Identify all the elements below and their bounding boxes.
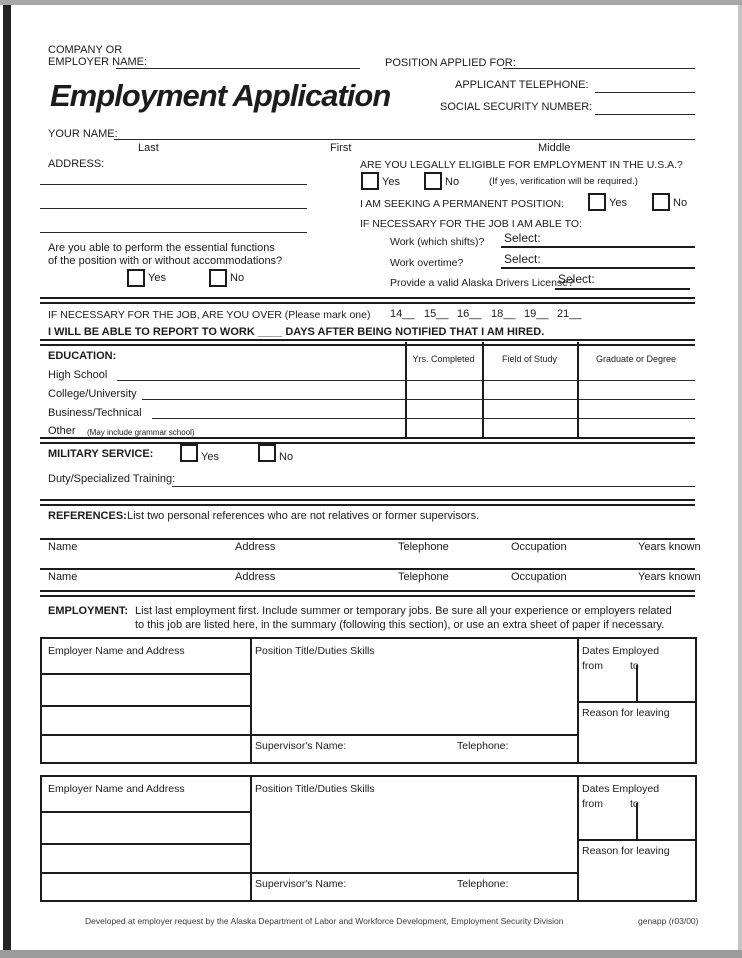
eligible-note: (If yes, verification will be required.): [489, 176, 638, 187]
essential-question-line1: Are you able to perform the essential functions: [48, 242, 275, 254]
education-technical-field[interactable]: [152, 418, 405, 419]
permanent-no-label: No: [673, 197, 688, 209]
education-col-degree: Graduate or Degree: [595, 354, 677, 364]
dates-divider-line: [636, 665, 638, 701]
your-name-field[interactable]: [114, 139, 695, 140]
employment-description-line1: List last employment first. Include summer or temporary jobs. Be sure all your experience or employers related: [135, 605, 672, 617]
military-yes-label: Yes: [201, 451, 219, 463]
essential-yes-label: Yes: [148, 272, 166, 284]
military-no-checkbox[interactable]: [258, 444, 276, 462]
education-label: EDUCATION:: [48, 350, 117, 362]
dates-employed-label: Dates Employed: [582, 645, 660, 657]
address-field-3[interactable]: [40, 232, 307, 233]
dates-from-label: from: [582, 798, 603, 810]
your-name-label: YOUR NAME:: [48, 128, 118, 140]
able-to-label: IF NECESSARY FOR THE JOB I AM ABLE TO:: [360, 218, 582, 230]
duty-training-field[interactable]: [172, 486, 695, 487]
position-title-label: Position Title/Duties Skills: [255, 645, 375, 657]
supervisor-label: Supervisor's Name:: [255, 878, 347, 890]
permanent-yes-label: Yes: [609, 197, 627, 209]
supervisor-label: Supervisor's Name:: [255, 740, 347, 752]
reference2-col-occupation: Occupation: [511, 571, 567, 583]
scan-edge-top: [0, 0, 742, 5]
dates-to-label: to: [630, 798, 639, 810]
reference2-col-years: Years known: [638, 571, 701, 583]
employment-grid-line: [250, 734, 577, 736]
position-title-label: Position Title/Duties Skills: [255, 783, 375, 795]
position-applied-label: POSITION APPLIED FOR:: [385, 57, 516, 69]
scan-edge-bottom: [0, 950, 742, 958]
education-highschool-field[interactable]: [117, 380, 405, 381]
address-label: ADDRESS:: [48, 158, 105, 170]
education-col-yrs: Yrs. Completed: [412, 354, 475, 364]
shifts-select-label: Select:: [504, 231, 541, 245]
employer-address-field-1[interactable]: [42, 811, 250, 813]
ssn-label: SOCIAL SECURITY NUMBER:: [440, 101, 593, 113]
references-description: List two personal references who are not relatives or former supervisors.: [127, 510, 480, 522]
section-divider: [40, 297, 695, 304]
footer-credit: Developed at employer request by the Alaska Department of Labor and Workforce Development, Employment Security Division: [85, 916, 564, 926]
education-grid-line: [405, 418, 695, 419]
position-applied-field[interactable]: [503, 68, 695, 69]
reference1-col-name: Name: [48, 541, 78, 553]
section-divider: [40, 499, 695, 506]
dates-from-label: from: [582, 660, 603, 672]
education-row-college: College/University: [48, 388, 137, 400]
page-title: Employment Application: [50, 78, 391, 113]
reference1-col-address: Address: [235, 541, 276, 553]
age-question: IF NECESSARY FOR THE JOB, ARE YOU OVER (Please mark one): [48, 309, 371, 321]
reason-for-leaving-label: Reason for leaving: [582, 845, 670, 857]
employer-address-field-2[interactable]: [42, 705, 250, 707]
overtime-select-field[interactable]: [501, 267, 695, 269]
essential-no-label: No: [230, 272, 245, 284]
education-grid-line: [577, 342, 579, 437]
references-label: REFERENCES:: [48, 510, 127, 522]
employer-name-label: Employer Name and Address: [48, 645, 185, 657]
education-row-highschool: High School: [48, 369, 108, 381]
scan-edge-right: [738, 5, 742, 958]
employer-name-label: Employer Name and Address: [48, 783, 185, 795]
address-field-1[interactable]: [40, 184, 307, 185]
employer-address-field-3[interactable]: [42, 872, 250, 874]
company-name-field[interactable]: [116, 68, 360, 69]
dates-divider-line: [636, 803, 638, 839]
eligible-no-label: No: [445, 176, 460, 188]
education-row-technical: Business/Technical: [48, 407, 142, 419]
name-part-first: First: [330, 142, 352, 154]
age-option-14[interactable]: 14__: [390, 308, 415, 320]
drivers-license-label: Provide a valid Alaska Drivers License?: [390, 277, 574, 289]
employment-description-line2: to this job are listed here, in the summary (following this section), or use an extra sheet of paper if necessary.: [135, 619, 665, 631]
employment-block-1: [40, 637, 697, 764]
employer-address-field-3[interactable]: [42, 734, 250, 736]
education-row-other: Other: [48, 425, 76, 437]
age-option-18[interactable]: 18__: [491, 308, 516, 320]
military-no-label: No: [279, 451, 294, 463]
reference1-col-occupation: Occupation: [511, 541, 567, 553]
reference2-col-telephone: Telephone: [398, 571, 449, 583]
reason-for-leaving-label: Reason for leaving: [582, 707, 670, 719]
reference-row-1-field[interactable]: [40, 538, 695, 540]
section-divider: [40, 590, 695, 597]
name-part-last: Last: [138, 142, 159, 154]
eligible-yes-label: Yes: [382, 176, 400, 188]
dates-to-label: to: [630, 660, 639, 672]
reference-row-2-field[interactable]: [40, 568, 695, 570]
overtime-select-label: Select:: [504, 252, 541, 266]
essential-no-checkbox[interactable]: [209, 269, 227, 287]
eligible-yes-checkbox[interactable]: [361, 172, 379, 190]
age-option-15[interactable]: 15__: [424, 308, 449, 320]
overtime-label: Work overtime?: [390, 257, 464, 269]
education-grid-line: [405, 380, 695, 381]
reference2-col-name: Name: [48, 571, 78, 583]
eligible-no-checkbox[interactable]: [424, 172, 442, 190]
employment-grid-line: [250, 777, 252, 900]
supervisor-telephone-label: Telephone:: [457, 878, 509, 890]
section-divider: [40, 339, 695, 346]
duty-training-label: Duty/Specialized Training:: [48, 473, 176, 485]
name-part-middle: Middle: [538, 142, 571, 154]
license-select-label: Select:: [558, 272, 595, 286]
eligible-question: ARE YOU LEGALLY ELIGIBLE FOR EMPLOYMENT IN THE U.S.A.?: [360, 159, 683, 171]
education-col-field: Field of Study: [501, 354, 558, 364]
company-label-line1: COMPANY OR: [48, 44, 123, 56]
applicant-telephone-field[interactable]: [595, 92, 695, 93]
footer-form-number: genapp (r03/00): [638, 916, 699, 926]
age-option-16[interactable]: 16__: [457, 308, 482, 320]
permanent-position-label: I AM SEEKING A PERMANENT POSITION:: [360, 198, 565, 210]
employment-grid-line: [577, 701, 695, 703]
license-select-field[interactable]: [555, 288, 690, 290]
section-divider: [40, 437, 695, 444]
age-option-21[interactable]: 21__: [557, 308, 582, 320]
address-field-2[interactable]: [40, 208, 307, 209]
employer-address-field-2[interactable]: [42, 843, 250, 845]
employment-grid-line: [577, 839, 695, 841]
applicant-telephone-label: APPLICANT TELEPHONE:: [455, 79, 589, 91]
military-yes-checkbox[interactable]: [180, 444, 198, 462]
report-to-work-statement: I WILL BE ABLE TO REPORT TO WORK ____ DAYS AFTER BEING NOTIFIED THAT I AM HIRED.: [48, 326, 545, 338]
education-other-note: (May include grammar school): [87, 428, 195, 437]
shifts-select-field[interactable]: [501, 246, 695, 248]
education-college-field[interactable]: [142, 399, 405, 400]
dates-employed-label: Dates Employed: [582, 783, 660, 795]
scan-edge-left: [3, 5, 11, 958]
essential-question-line2: of the position with or without accommodations?: [48, 255, 283, 267]
reference2-col-address: Address: [235, 571, 276, 583]
employment-grid-line: [250, 639, 252, 762]
education-grid-line: [405, 399, 695, 400]
permanent-no-checkbox[interactable]: [652, 193, 670, 211]
employment-block-2: [40, 775, 697, 902]
reference1-col-years: Years known: [638, 541, 701, 553]
permanent-yes-checkbox[interactable]: [588, 193, 606, 211]
age-option-19[interactable]: 19__: [524, 308, 549, 320]
company-label-line2: EMPLOYER NAME:: [48, 56, 148, 68]
employer-address-field-1[interactable]: [42, 673, 250, 675]
ssn-field[interactable]: [595, 114, 695, 115]
employment-grid-line: [250, 872, 577, 874]
essential-yes-checkbox[interactable]: [127, 269, 145, 287]
supervisor-telephone-label: Telephone:: [457, 740, 509, 752]
military-label: MILITARY SERVICE:: [48, 448, 154, 460]
shifts-label: Work (which shifts)?: [390, 236, 485, 248]
reference1-col-telephone: Telephone: [398, 541, 449, 553]
education-grid-line: [405, 342, 407, 437]
education-grid-line: [482, 342, 484, 437]
employment-label: EMPLOYMENT:: [48, 605, 129, 617]
